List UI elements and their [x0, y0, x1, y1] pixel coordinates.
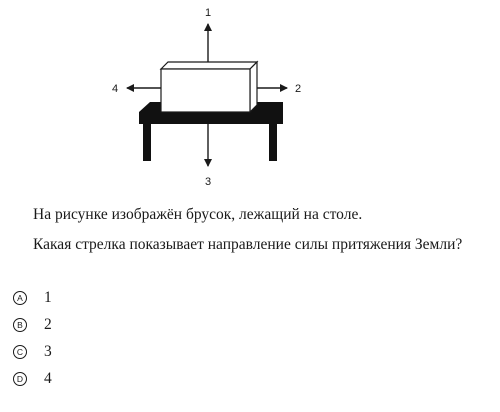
question-text: Какая стрелка показывает направление силы притяжения Земли?	[33, 236, 463, 253]
block	[161, 62, 257, 112]
arrow-label-3: 3	[204, 176, 212, 188]
option-text: 3	[44, 343, 52, 360]
block-side-face	[250, 62, 257, 112]
option-letter-circle: B	[13, 318, 27, 332]
block-on-table-figure	[0, 0, 500, 200]
option-letter-circle: C	[13, 345, 27, 359]
option-text: 4	[44, 370, 52, 387]
question-intro: На рисунке изображён брусок, лежащий на столе.	[33, 206, 363, 223]
answer-option-c[interactable]	[13, 342, 52, 362]
option-text: 1	[44, 289, 52, 306]
table-leg-left	[143, 124, 151, 161]
arrow-label-4: 4	[111, 83, 119, 95]
table-front-edge	[139, 112, 283, 124]
block-top-face	[161, 62, 257, 69]
option-letter-circle: D	[13, 372, 27, 386]
answer-option-d[interactable]	[13, 369, 52, 389]
option-letter-circle: A	[13, 291, 27, 305]
table-leg-right	[269, 124, 277, 161]
arrow-label-2: 2	[294, 83, 302, 95]
block-front-face	[161, 69, 250, 112]
arrow-label-1: 1	[204, 7, 212, 19]
answer-option-b[interactable]	[13, 315, 52, 335]
answer-option-a[interactable]	[13, 288, 52, 308]
option-text: 2	[44, 316, 52, 333]
